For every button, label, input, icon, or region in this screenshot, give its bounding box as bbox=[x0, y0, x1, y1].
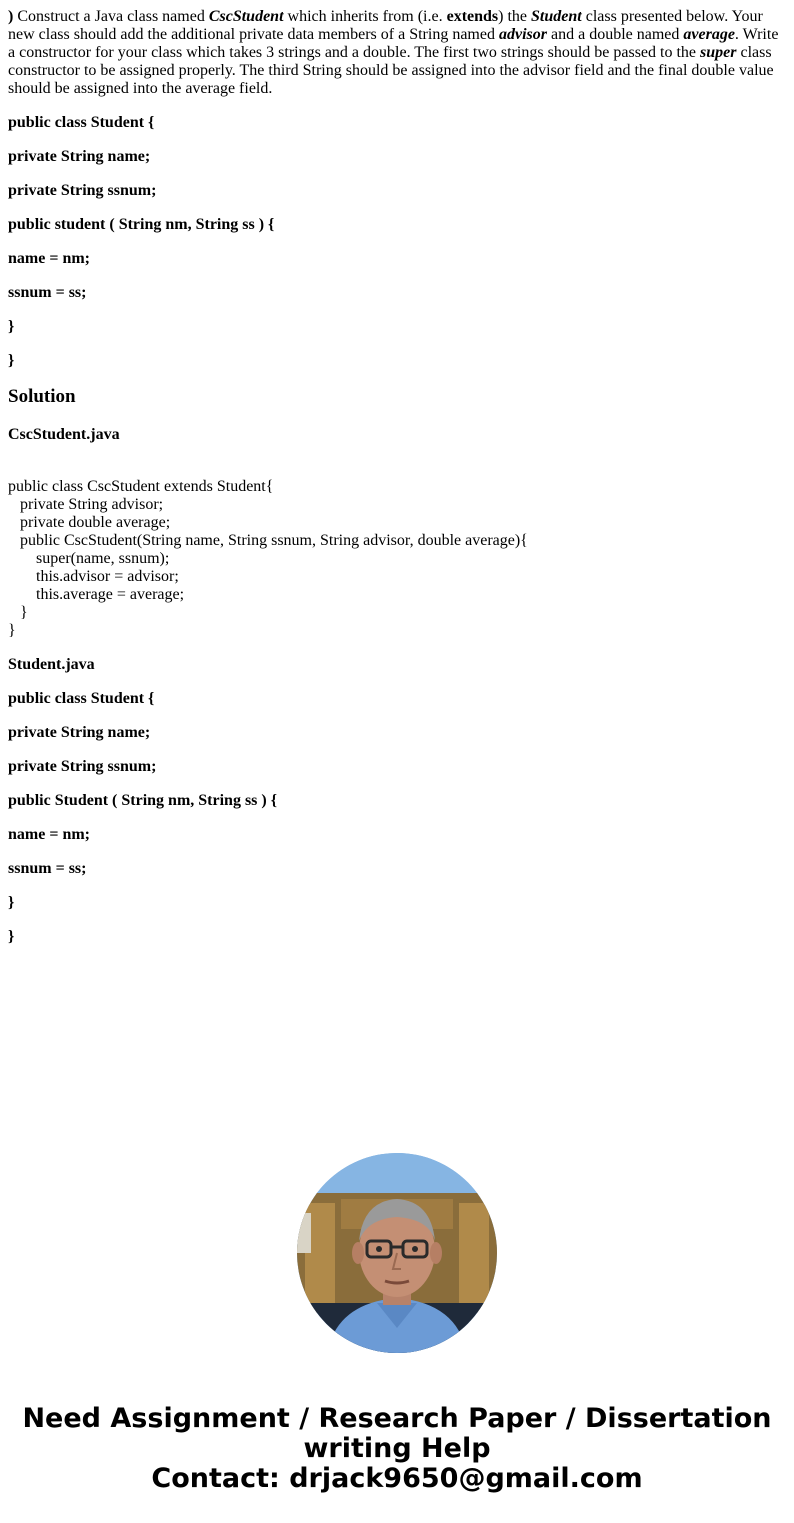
question-text bbox=[8, 8, 784, 98]
question-t3: ) the bbox=[498, 8, 532, 25]
file1-code-line: this.advisor = advisor; bbox=[8, 568, 179, 585]
file1-code-line: this.average = average; bbox=[8, 586, 185, 603]
question-code-line: public class Student { bbox=[8, 114, 155, 131]
question-base-name: Student bbox=[531, 8, 582, 25]
file1-code bbox=[8, 478, 784, 640]
question-t4: class presented below. Your new class should add the additional private data members of a String named bbox=[8, 8, 763, 43]
file1-code-line: } bbox=[8, 604, 28, 621]
question-t5: and a double named bbox=[546, 26, 684, 43]
file2-code-line: private String name; bbox=[8, 724, 151, 741]
question-class-name: CscStudent bbox=[208, 8, 284, 25]
file2-code-line: public Student ( String nm, String ss ) { bbox=[8, 792, 278, 809]
question-t2: which inherits from (i.e. bbox=[283, 8, 447, 25]
question-code-line: } bbox=[8, 318, 15, 335]
question-code-line: ssnum = ss; bbox=[8, 284, 87, 301]
file1-code-line: } bbox=[8, 622, 16, 639]
file2-code-line: public class Student { bbox=[8, 690, 155, 707]
author-photo bbox=[297, 1153, 497, 1353]
question-code-line: private String name; bbox=[8, 148, 151, 165]
question-super: super bbox=[700, 44, 737, 61]
author-photo-illustration bbox=[297, 1153, 497, 1353]
question-extends: extends bbox=[446, 8, 499, 25]
file1-code-line: private double average; bbox=[8, 514, 171, 531]
solution-heading: Solution bbox=[8, 386, 76, 407]
question-t1: Construct a Java class named bbox=[13, 8, 209, 25]
file2-code-line: } bbox=[8, 928, 15, 945]
footer-line-2: writing Help bbox=[303, 1433, 491, 1464]
question-code-line: private String ssnum; bbox=[8, 182, 157, 199]
question-average: average bbox=[683, 26, 735, 43]
footer-contact bbox=[0, 1404, 794, 1494]
file2-code-line: } bbox=[8, 894, 15, 911]
question-t7: class constructor to be assigned properly. The third String should be assigned into the advisor field and the final double value should be assigned into the average field. bbox=[8, 44, 774, 97]
question-code-line: name = nm; bbox=[8, 250, 90, 267]
question-code-line: public student ( String nm, String ss ) { bbox=[8, 216, 275, 233]
content bbox=[8, 8, 784, 962]
file1-code-line: public class CscStudent extends Student{ bbox=[8, 478, 274, 495]
question-lead: ) bbox=[8, 8, 14, 25]
file2-code-line: private String ssnum; bbox=[8, 758, 157, 775]
question-advisor: advisor bbox=[498, 26, 547, 43]
file1-title: CscStudent.java bbox=[8, 426, 120, 443]
file2-title: Student.java bbox=[8, 656, 95, 673]
question-code-line: } bbox=[8, 352, 15, 369]
footer-line-3: Contact: drjack9650@gmail.com bbox=[151, 1463, 643, 1494]
question-t6: . Write a constructor for your class which takes 3 strings and a double. The first two strings should be passed to the bbox=[8, 26, 779, 61]
footer-line-1: Need Assignment / Research Paper / Dissertation bbox=[22, 1403, 772, 1434]
file1-code-line: super(name, ssnum); bbox=[8, 550, 170, 567]
file1-code-line: public CscStudent(String name, String ssnum, String advisor, double average){ bbox=[8, 532, 528, 549]
file2-code-line: name = nm; bbox=[8, 826, 90, 843]
file2-code-line: ssnum = ss; bbox=[8, 860, 87, 877]
file1-code-line: private String advisor; bbox=[8, 496, 164, 513]
